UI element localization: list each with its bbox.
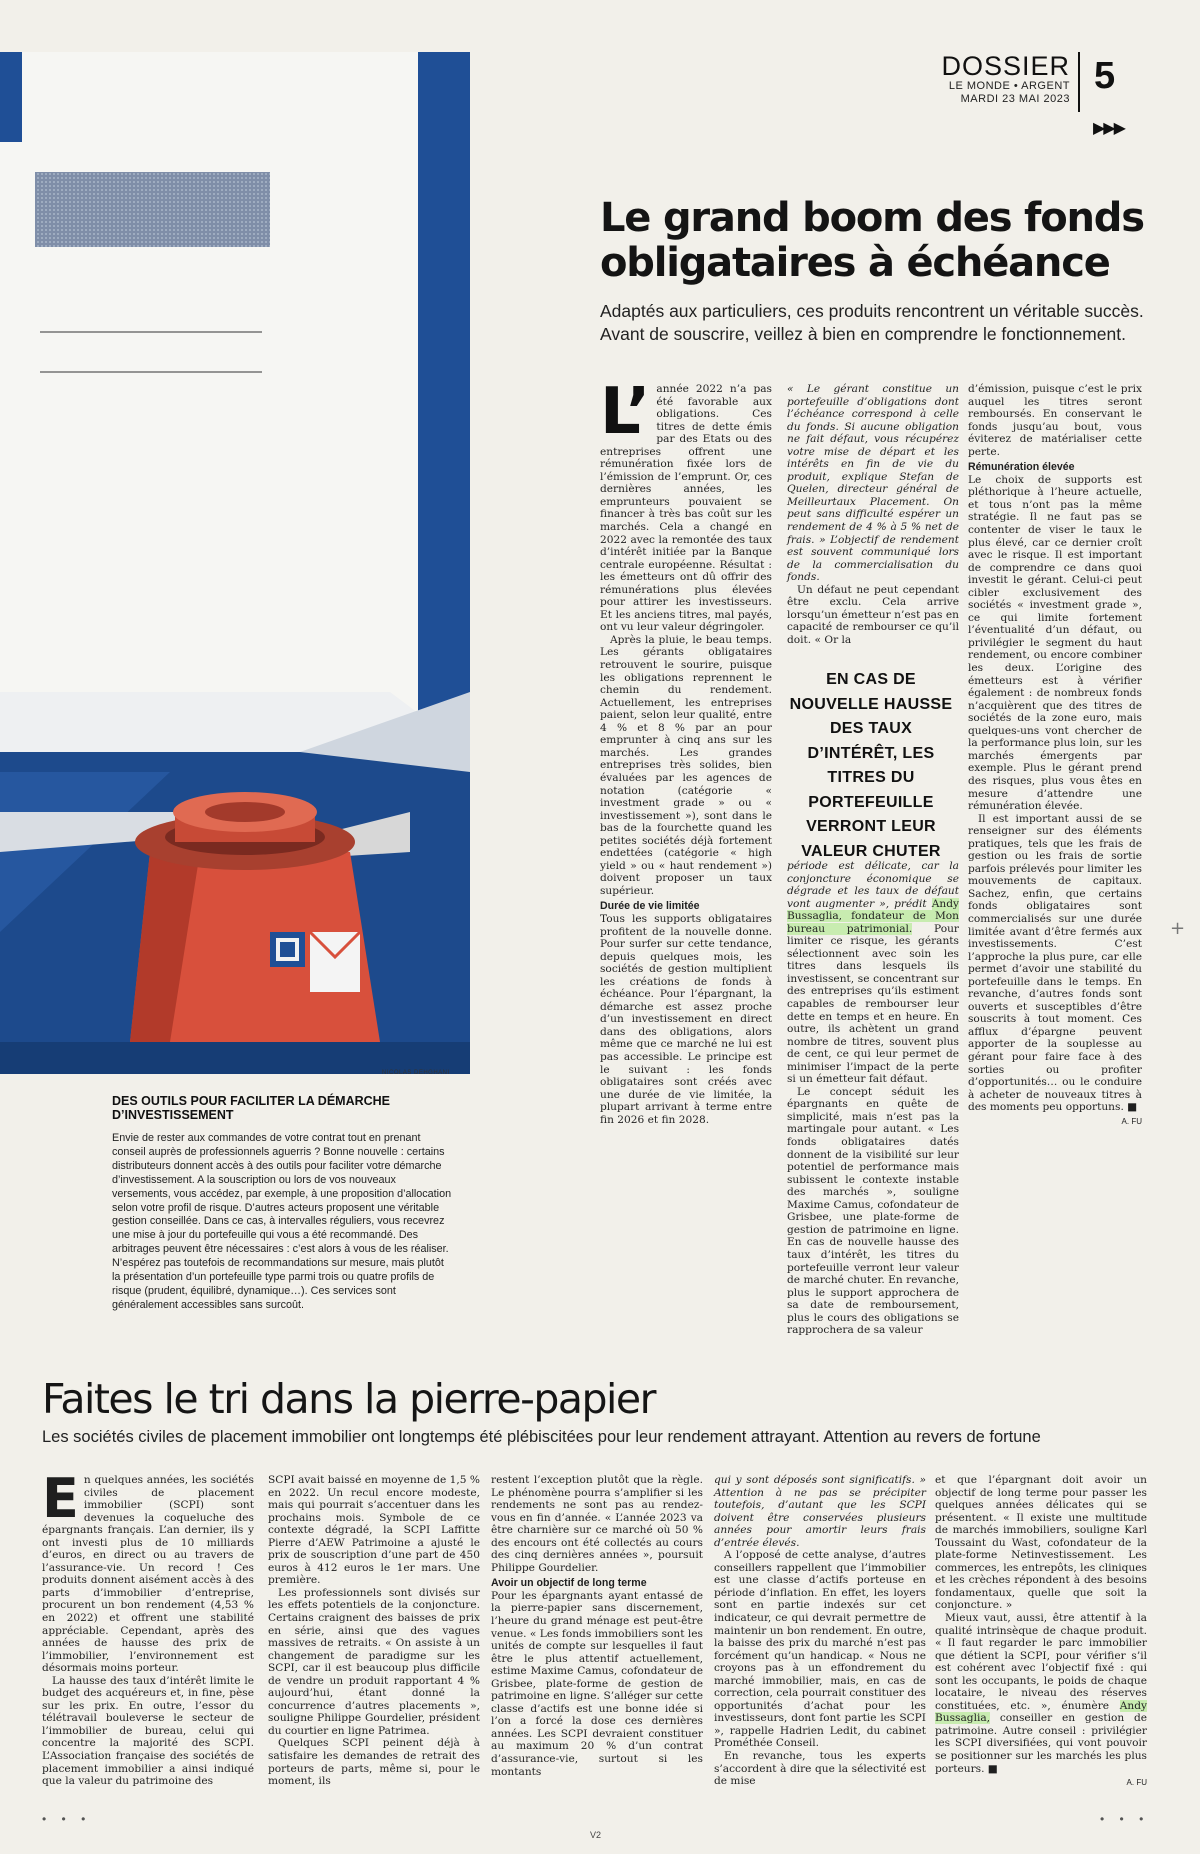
paragraph: n quelques années, les sociétés civiles de placement immobilier (SCPI) sont devenues la coqueluche des épargnants français. L’an dernier, ils y ont investi plus de 10 milliards d’euros, en direct ou au travers de l’assurance-vie. Un record ! Ces produits donnent aisément accès à des parts d’immobilier d’entreprise, procurent un bon rendement (4,53 % en 2022) et offrent une stabilité appréciable. Cependant, après des années de hausse des prix de l’immobilier, l’environnement est désormais moins porteur. bbox=[42, 1474, 254, 1675]
paragraph: restent l’exception plutôt que la règle. Le phénomène pourra s’amplifier si les rendements ne sont pas au rendez-vous en fin d’année. « L’année 2023 va être charnière sur ce marché où 50 % des encours ont été collectés au cours des cinq dernières années », poursuit Philippe Gourdelier. bbox=[491, 1474, 703, 1574]
continue-arrows-icon: ▶▶▶ bbox=[1093, 118, 1124, 137]
subheading: Rémunération élevée bbox=[968, 461, 1075, 474]
paragraph: A l’opposé de cette analyse, d’autres conseillers rappellent que l’immobilier est une classe d’actifs porteuse en période d’inflation. En effet, les loyers sont en partie indexés sur cet indicateur, ce qui devrait permettre de maintenir un bon rendement. En outre, la baisse des prix du marché n’est pas forcément qu’un handicap. « Nous ne croyons pas à un effondrement du marché immobilier, mais, en cas de correction, cela pourrait constituer des opportunités d’achat pour les investisseurs, dont font partie les SCPI », rappelle Hadrien Ledit, du cabinet Prométhée Conseil. bbox=[714, 1549, 926, 1750]
article2-column-2 bbox=[268, 1474, 480, 1788]
publication-date: MARDI 23 MAI 2023 bbox=[960, 93, 1070, 105]
dropcap: E bbox=[42, 1467, 79, 1530]
section-title: DOSSIER bbox=[941, 51, 1070, 81]
divider bbox=[1078, 52, 1080, 112]
paragraph: Pour les épargnants ayant entassé de la pierre-papier sans discernement, l’heure du grand ménage est peut-être venue. « Les fonds immobiliers sont les unités de compte sur lesquelles il faut être le plus attentif actuellement, estime Maxime Camus, cofondateur de Grisbee, plate-forme de gestion de patrimoine en ligne. S’alléger sur cette classe d’actifs est une bonne idée si l’on a forcé la dose ces dernières années. Les SCPI devraient constituer au maximum 20 % d’un contrat d’assurance-vie, surtout si les montants bbox=[491, 1589, 703, 1778]
subheading: Avoir un objectif de long terme bbox=[491, 1577, 647, 1590]
pull-quote: EN CAS DE NOUVELLE HAUSSE DES TAUX D’INTÉRÊT, LES TITRES DU PORTEFEUILLE VERRONT LEUR VALEUR CHUTER bbox=[789, 671, 953, 860]
paragraph: Quelques SCPI peinent déjà à satisfaire les demandes de retrait des porteurs de parts, même si, pour le moment, ils bbox=[268, 1737, 480, 1788]
paragraph: année 2022 n’a pas été favorable aux obligations. Ces titres de dette émis par des Etats ou des entreprises offrent une rémunération fixée lors de l’émission de l’emprunt. Or, ces dernières années, les emprunteurs pouvaient se financer à très bas coût sur les marchés. Cela a changé en 2022 avec la remontée des taux d’intérêt initiée par la Banque centrale européenne. Résultat : les émetteurs ont dû offrir des rémunérations plus élevées pour attirer les investisseurs. Et les anciens titres, mal payés, ont vu leur valeur dégringoler. bbox=[600, 383, 772, 634]
article2-headline: Faites le tri dans la pierre-papier bbox=[42, 1375, 656, 1423]
dropcap: L’ bbox=[600, 375, 651, 449]
highlighted-text: Andy Bussaglia, bbox=[935, 1699, 1147, 1725]
article2-column-1 bbox=[42, 1467, 254, 1788]
article2-column-3 bbox=[491, 1474, 703, 1778]
paragraph: conseiller en gestion de patrimoine. Autre conseil : privilégier les SCPI diversifiées, qui vont pouvoir se positionner sur les marchés les plus porteurs. ■ bbox=[935, 1712, 1148, 1775]
paragraph: En revanche, tous les experts s’accordent à dire que la sélectivité est de mise bbox=[714, 1750, 926, 1788]
illustration-artwork bbox=[0, 52, 470, 1074]
article-column-2-continued bbox=[787, 860, 959, 1337]
article-column-2 bbox=[787, 383, 959, 646]
bleed-dots: • • • bbox=[42, 1812, 92, 1826]
paragraph: Le choix de supports est pléthorique à l’heure actuelle, et tous n’ont pas la même stratégie. Il ne faut pas se contenter de viser le taux le plus élevé, car ce dernier croît avec le risque. Il est important de comprendre ce dans quoi investit le gérant. Celui-ci peut cibler exclusivement des sociétés « investment grade », ce qui limite fortement l’éventualité d’un défaut, ou privilégier le segment du haut rendement, ou encore combiner les deux. L’origine des émetteurs est à vérifier également : de nombreux fonds n’acquièrent que des titres de sociétés de la zone euro, mais quelques-uns vont chercher de la performance plus loin, sur les marchés émergents par exemple. Plus le gérant prend des risques, plus vous êtes en mesure d’attendre une rémunération élevée. bbox=[968, 473, 1142, 813]
paragraph: Un défaut ne peut cependant être exclu. Cela arrive lorsqu’un émetteur n’est pas en capacité de rembourser ce qu’il doit. « Or la bbox=[787, 583, 959, 646]
quote-text: période est délicate, car la conjoncture économique se dégrade et les taux de défaut vont augmenter », prédit bbox=[787, 860, 959, 910]
author-signature: A. FU bbox=[1126, 1778, 1147, 1788]
paragraph: Il est important aussi de se renseigner sur des éléments pratiques, tels que les frais de gestion ou les frais de sortie parfois prélevés pour limiter les mouvements de capitaux. Sachez, enfin, que certains fonds obligataires sont commercialisés sur une durée limitée avant d’être fermés aux investissements. C’est l’approche la plus pure, car elle permet d’avoir une stabilité du portefeuille dans le temps. En revanche, d’autres fonds sont ouverts et susceptibles d’être souscrits à tout moment. Ces afflux d’épargne peuvent apporter de la souplesse au gérant pour faire face à des sorties ou profiter d’opportunités… ou le conduire à acheter de nouveaux titres à des moments peu opportuns. ■ bbox=[968, 812, 1142, 1114]
article2-column-4 bbox=[714, 1474, 926, 1788]
article-column-1 bbox=[600, 375, 772, 1126]
paragraph: Mieux vaut, aussi, être attentif à la qualité intrinsèque de chaque produit. « Il faut regarder le parc immobilier que détient la SCPI, pour vérifier s’il est cohérent avec l’objectif fixé : qui sont les occupants, le poids de chaque locataire, le niveau des réserves constituées, etc. », énumère bbox=[935, 1612, 1147, 1712]
paragraph: Après la pluie, le beau temps. Les gérants obligataires retrouvent le sourire, puisque les obligations reprennent le chemin du rendement. Actuellement, les entreprises paient, selon leur qualité, entre 4 % et 8 % par an pour emprunter à cinq ans sur les marchés. Les grandes entreprises très solides, bien évaluées par les agences de notation (catégorie « investment grade » ou « investissement »), sont dans le bas de la fourchette quand les petites sociétés déjà fortement endettées (catégorie « high yield » ou « haut rendement ») doivent proposer un taux supérieur. bbox=[600, 633, 772, 897]
article-headline: Le grand boom des fonds obligataires à échéance bbox=[600, 195, 1144, 286]
paragraph: Les professionnels sont divisés sur les effets potentiels de la conjoncture. Certains craignent des baisses de prix en série, ainsi que des vagues massives de retraits. « On assiste à un changement de paradigme sur les SCPI, car il est beaucoup plus difficile de vendre un produit rapportant 4 % aujourd’hui, étant donné la concurrence d’autres placements », souligne Philippe Gourdelier, président du courtier en ligne Patrimea. bbox=[268, 1586, 480, 1737]
author-signature: A. FU bbox=[1121, 1116, 1142, 1126]
subheading: Durée de vie limitée bbox=[600, 900, 700, 913]
article-dek: Adaptés aux particuliers, ces produits rencontrent un véritable succès. Avant de souscrire, veillez à bien en comprendre le fonctionnement. bbox=[600, 301, 1144, 344]
paragraph: Pour limiter ce risque, les gérants sélectionnent avec soin les titres dans lesquels ils investissent, se concentrant sur des entreprises qu’ils estiment capables de rembourser leur dette en temps et en heure. En outre, ils achètent un grand nombre de titres, souvent plus de cent, ce qui leur permet de minimiser l’impact de la perte si un émetteur fait défaut. bbox=[787, 922, 959, 1086]
publication-name: LE MONDE • ARGENT bbox=[948, 80, 1070, 92]
paragraph: Tous les supports obligataires profitent de la nouvelle donne. Pour surfer sur cette tendance, depuis quelques mois, les sociétés de gestion multiplient les créations de fonds à échéance. Pour l’épargnant, la démarche est assez proche d’un investissement en direct dans des obligations, alors même que ce marché ne lui est pas accessible. Le principe est le suivant : les fonds obligataires sont créés avec une durée de vie limitée, la plupart arrivant à terme entre fin 2026 et fin 2028. bbox=[600, 912, 772, 1126]
paragraph: SCPI avait baissé en moyenne de 1,5 % en 2022. Un recul encore modeste, mais qui pourrait s’accentuer dans les prochains mois. Symbole de ce contexte dégradé, la SCPI Laffitte Pierre d’AEW Patrimoine a ajusté le prix de souscription d’une part de 450 euros à 412 euros le 1er mars. Une première. bbox=[268, 1474, 480, 1587]
illustration-credit: NICOLAS DEHGHANI bbox=[382, 1070, 450, 1076]
page-number: 5 bbox=[1094, 55, 1116, 97]
paragraph: La hausse des taux d’intérêt limite le budget des acquéreurs et, in fine, pèse sur les prix. En outre, l’essor du télétravail bouleverse le secteur de l’immobilier de bureau, celui qui concentre la majorité des SCPI. L’Association française des sociétés de placement immobilier a ainsi indiqué que la valeur du patrimoine des bbox=[42, 1674, 254, 1788]
section-header bbox=[941, 52, 1070, 106]
paragraph: et que l’épargnant doit avoir un objectif de long terme pour passer les quelques années délicates qui se présentent. « Il existe une multitude de marchés immobiliers, souligne Karl Toussaint du Wast, cofondateur de la plate-forme Netinvestissement. Les commerces, les entrepôts, les cliniques et les crèches répondent à des besoins fondamentaux, quelle que soit la conjoncture. » bbox=[935, 1474, 1147, 1612]
article-column-3 bbox=[968, 383, 1142, 1128]
article2-dek: Les sociétés civiles de placement immobilier ont longtemps été plébiscitées pour leur rendement attrayant. Attention au revers de fortune bbox=[42, 1428, 1041, 1446]
illustration bbox=[0, 52, 470, 1074]
sidebar-title: DES OUTILS POUR FACILITER LA DÉMARCHE D’INVESTISSEMENT bbox=[112, 1094, 391, 1122]
sidebar-body: Envie de rester aux commandes de votre contrat tout en prenant conseil auprès de professionnels aguerris ? Bonne nouvelle : certains distributeurs donnent accès à des outils pour faciliter votre démarche d’investissement. A la souscription ou lors de vos nouveaux versements, vous accédez, par exemple, à une proposition d’allocation selon votre profil de risque. D’autres acteurs proposent une véritable gestion conseillée. Dans ce cas, à intervalles réguliers, vous recevrez une mise à jour du portefeuille qui vous a été recommandé. Des arbitrages peuvent être nécessaires : c’est alors à vous de les réaliser. N’espérez pas toutefois de recommandations sur mesure, mais plutôt la présentation d’un portefeuille type parmi trois ou quatre profils de risque (prudent, équilibré, dynamique…). Ces services sont généralement accessibles sans surcoût. bbox=[112, 1132, 452, 1311]
paragraph: d’émission, puisque c’est le prix auquel les titres seront remboursés. En conservant le fonds jusqu’au bout, vous éviterez de matérialiser cette perte. bbox=[968, 383, 1142, 458]
page-folio: V2 bbox=[590, 1830, 602, 1840]
article2-column-5 bbox=[935, 1474, 1147, 1790]
paragraph: « Le gérant constitue un portefeuille d’obligations dont l’échéance correspond à celle du fonds. Si aucune obligation ne fait défaut, vous récupérez votre mise de départ et les intérêts en fin de vie du produit, explique Stefan de Quelen, directeur général de Meilleurtaux Placement. On peut sans difficulté espérer un rendement de 4 % à 5 % net de frais. » L’objectif de rendement est souvent communiqué lors de la commercialisation du fonds. bbox=[787, 383, 959, 584]
paragraph: qui y sont déposés sont significatifs. » Attention à ne pas se précipiter toutefois, d’autant que les SCPI doivent être conservées plusieurs années pour amortir leurs frais d’entrée élevés. bbox=[714, 1474, 926, 1549]
bleed-dots: • • • bbox=[1100, 1812, 1150, 1826]
paragraph: Le concept séduit les épargnants en quête de simplicité, mais n’est pas la martingale pour autant. « Les fonds obligataires datés donnent de la visibilité sur leur potentiel de performance mais subissent le contexte instable des marchés », souligne Maxime Camus, cofondateur de Grisbee, une plate-forme de gestion de patrimoine en ligne. En cas de nouvelle hausse des taux d’intérêt, les titres du portefeuille verront leur valeur de marché chuter. En revanche, plus le support approchera de sa date de remboursement, plus le cours des obligations se rapprochera de sa valeur bbox=[787, 1085, 959, 1337]
crop-mark-icon: + bbox=[1170, 918, 1186, 939]
highlighted-text: Andy Bussaglia, fondateur de Mon bureau patrimonial. bbox=[787, 897, 959, 935]
